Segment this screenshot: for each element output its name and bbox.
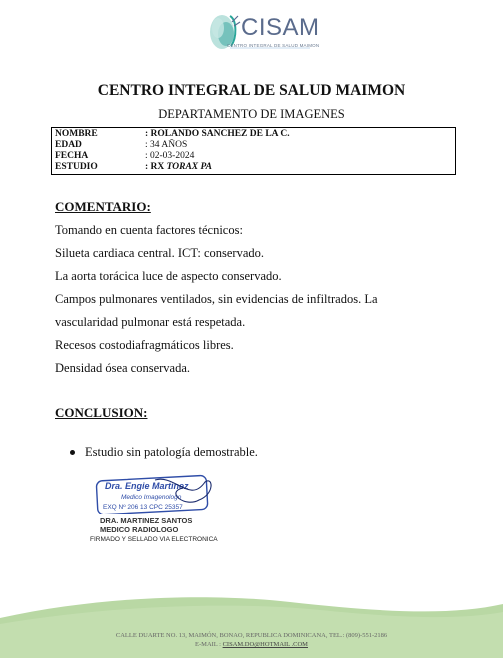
footer-email-link[interactable]: CISAM.DO@HOTMAIL .COM xyxy=(222,641,308,648)
comment-line: vascularidad pulmonar está respetada. xyxy=(55,315,246,329)
logo-text: CISAM xyxy=(241,14,320,41)
name-label: NOMBRE xyxy=(55,129,98,139)
bullet-icon xyxy=(70,450,75,455)
stamp-title: Medico Imagenologo xyxy=(121,494,182,501)
signature-name xyxy=(100,516,192,534)
comment-line: La aorta torácica luce de aspecto conservado. xyxy=(55,269,282,283)
signature-name-line: DRA. MARTINEZ SANTOS xyxy=(100,516,193,525)
age-label: EDAD xyxy=(55,140,82,150)
logo-subtext: CENTRO INTEGRAL DE SALUD MAIMON xyxy=(227,43,320,48)
department-subtitle: DEPARTAMENTO DE IMAGENES xyxy=(158,107,345,121)
stamp-exq: EXQ Nº 206 13 CPC 25357 xyxy=(103,504,183,511)
patient-info-box xyxy=(51,127,456,175)
comment-line: Recesos costodiafragmáticos libres. xyxy=(55,338,234,352)
name-value: : ROLANDO SANCHEZ DE LA C. xyxy=(145,129,290,139)
signature-note: FIRMADO Y SELLADO VIA ELECTRONICA xyxy=(90,536,218,543)
study-value-prefix: : RX xyxy=(145,162,167,172)
study-label: ESTUDIO xyxy=(55,162,98,172)
comment-line: Tomando en cuenta factores técnicos: xyxy=(55,223,243,237)
footer-address: CALLE DUARTE NO. 13, MAIMÓN, BONAO, REPUBLICA DOMINICANA, TEL.: (809)-551-2186 xyxy=(115,632,388,639)
footer-wave xyxy=(0,596,503,658)
signature-title-line: MEDICO RADIOLOGO xyxy=(100,525,179,534)
conclusion-item: Estudio sin patología demostrable. xyxy=(85,445,258,459)
comment-heading: COMENTARIO: xyxy=(55,199,151,214)
signature-stamp xyxy=(95,474,220,514)
comment-line: Campos pulmonares ventilados, sin evidencias de infiltrados. La xyxy=(55,292,378,306)
study-value xyxy=(145,162,212,173)
document-title: CENTRO INTEGRAL DE SALUD MAIMON xyxy=(97,82,406,99)
conclusion-heading: CONCLUSION: xyxy=(55,405,148,420)
date-label: FECHA xyxy=(55,151,89,161)
study-value-italic: TORAX PA xyxy=(166,162,212,172)
date-value: : 02-03-2024 xyxy=(145,151,195,161)
age-value: : 34 AÑOS xyxy=(145,140,188,150)
comment-line: Silueta cardiaca central. ICT: conservado. xyxy=(55,246,265,260)
comment-line: Densidad ósea conservada. xyxy=(55,361,191,375)
footer-email-line xyxy=(0,641,503,648)
stamp-name: Dra. Engie Martinez xyxy=(105,481,189,491)
footer-email-label: E-MAIL : xyxy=(195,641,223,648)
